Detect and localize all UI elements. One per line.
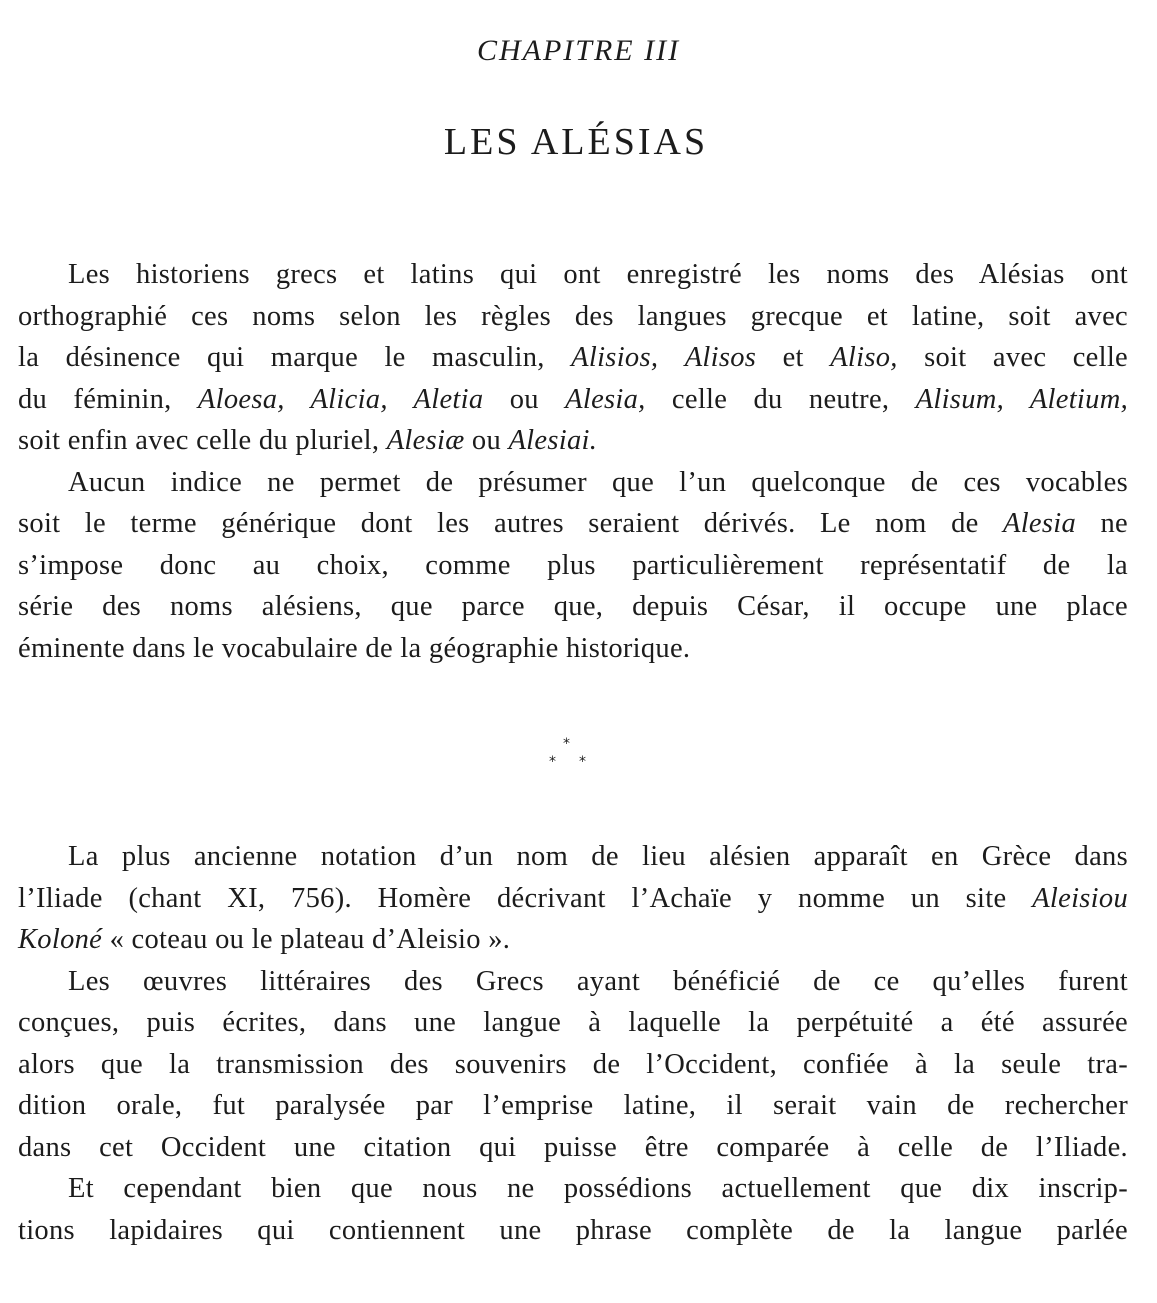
text-line: Koloné « coteau ou le plateau d’Aleisio ». [18,924,511,955]
section-1-text [18,254,1128,669]
chapter-title: LES ALÉSIAS [443,121,709,163]
chapter-label: CHAPITRE III [476,34,681,67]
text-line: Les historiens grecs et latins qui ont enregistré les noms des Alésias ont [68,259,1128,290]
text-line: soit le terme générique dont les autres seraient dérivés. Le nom de Alesia ne [18,508,1128,539]
text-line: éminente dans le vocabulaire de la géographie historique. [18,632,691,664]
text-line: orthographié ces noms selon les règles des langues grecque et latine, soit avec [18,300,1128,332]
text-line: la désinence qui marque le masculin, Alisios, Alisos et Aliso, soit avec celle [18,342,1128,373]
text-line: La plus ancienne notation d’un nom de lieu alésien apparaît en Grèce dans [68,841,1128,872]
text-line: Les œuvres littéraires des Grecs ayant bénéficié de ce qu’elles furent [68,965,1128,997]
text-line: l’Iliade (chant XI, 756). Homère décrivant l’Achaïe y nomme un site Aleisiou [18,882,1128,914]
text-line: soit enfin avec celle du pluriel, Alesiæ ou Alesiai. [18,425,598,456]
asterism-star: * [579,754,586,770]
text-line: dition orale, fut paralysée par l’emprise latine, il serait vain de rechercher [18,1090,1128,1121]
asterism-star: * [563,736,570,752]
text-line: du féminin, Aloesa, Alicia, Aletia ou Alesia, celle du neutre, Alisum, Aletium, [18,383,1129,415]
asterism-star: * [549,754,556,770]
text-line: série des noms alésiens, que parce que, depuis César, il occupe une place [18,591,1128,622]
text-line: tions lapidaires qui contiennent une phrase complète de la langue parlée [18,1214,1128,1246]
text-line: Et cependant bien que nous ne possédions actuellement que dix inscrip- [68,1173,1128,1204]
text-line: Aucun indice ne permet de présumer que l’un quelconque de ces vocables [68,466,1128,498]
text-line: s’impose donc au choix, comme plus particulièrement représentatif de la [18,549,1128,581]
text-line: conçues, puis écrites, dans une langue à laquelle la perpétuité a été assurée [18,1007,1128,1038]
asterism-divider [545,736,595,776]
section-2-text [18,836,1128,1251]
text-line: alors que la transmission des souvenirs de l’Occident, confiée à la seule tra- [18,1048,1128,1080]
text-line: dans cet Occident une citation qui puisse être comparée à celle de l’Iliade. [18,1131,1128,1163]
